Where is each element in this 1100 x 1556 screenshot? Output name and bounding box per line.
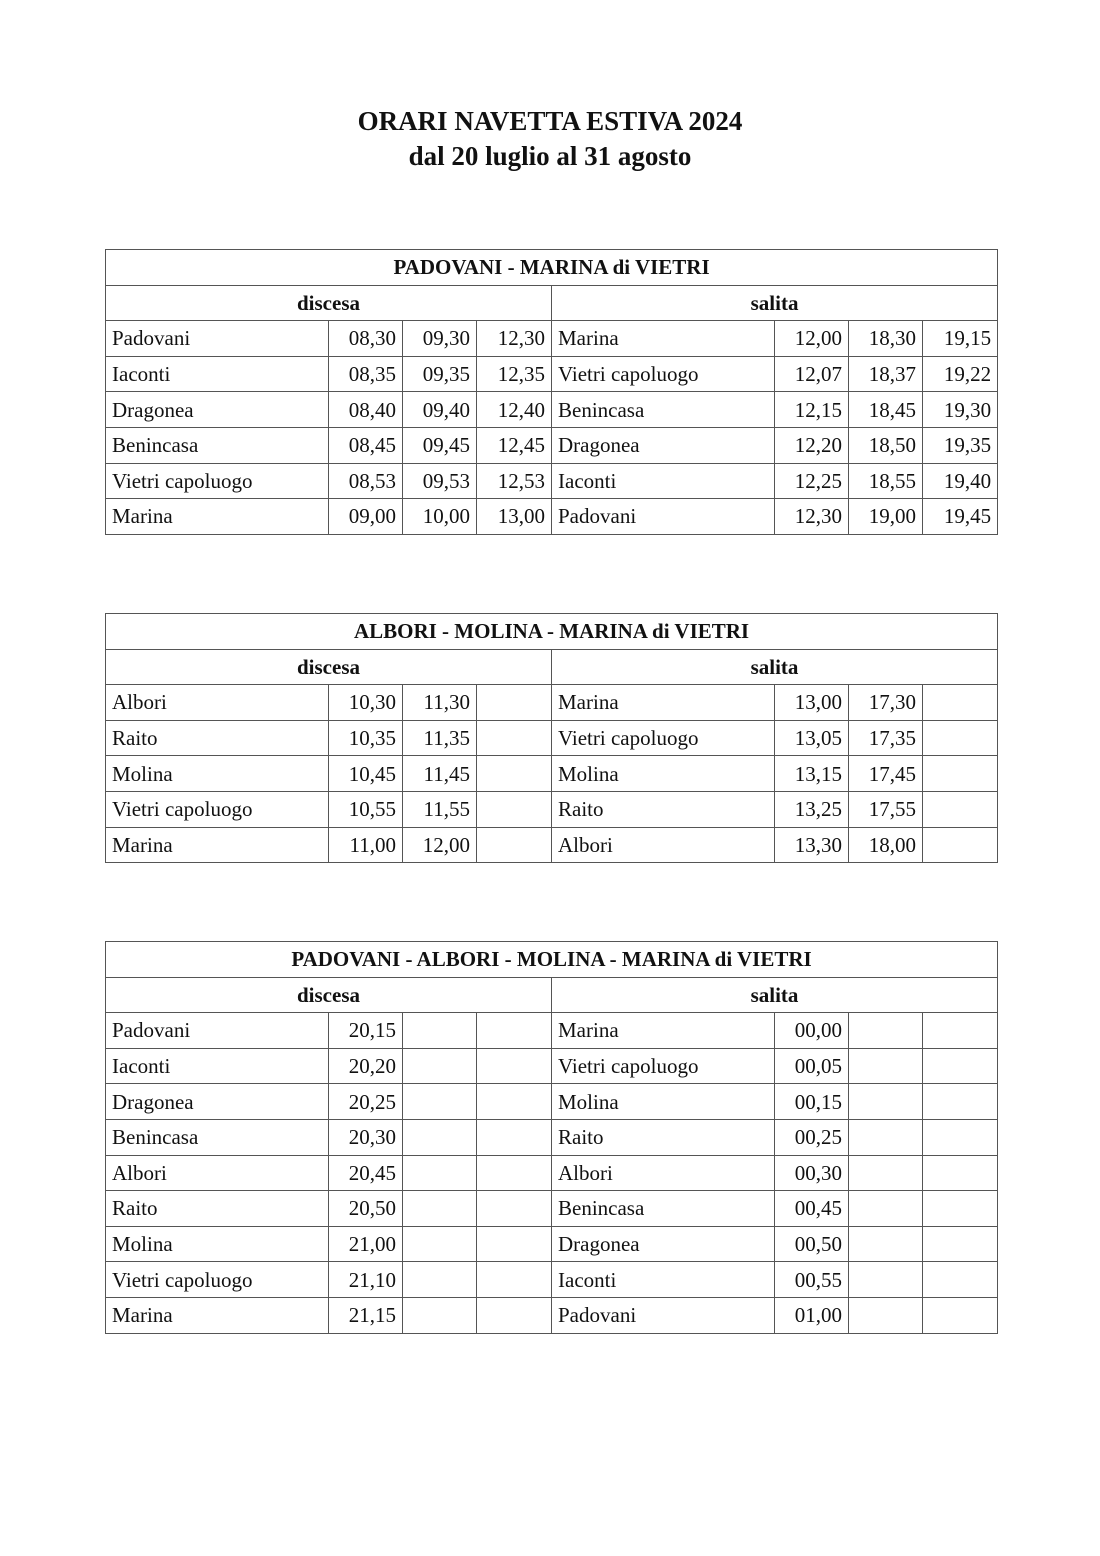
salita-departure-time: 13,15 xyxy=(775,756,849,792)
salita-departure-time xyxy=(923,720,998,756)
discesa-stop-name: Albori xyxy=(106,685,329,721)
discesa-departure-time xyxy=(477,720,552,756)
discesa-stop-name: Albori xyxy=(106,1155,329,1191)
discesa-departure-time: 20,15 xyxy=(329,1013,403,1049)
salita-departure-time: 19,35 xyxy=(923,427,998,463)
discesa-stop-name: Benincasa xyxy=(106,427,329,463)
discesa-stop-name: Vietri capoluogo xyxy=(106,463,329,499)
discesa-departure-time: 08,30 xyxy=(329,321,403,357)
table-row xyxy=(106,756,998,792)
discesa-departure-time xyxy=(403,1119,477,1155)
salita-departure-time xyxy=(849,1297,923,1333)
salita-departure-time xyxy=(923,685,998,721)
salita-departure-time: 13,25 xyxy=(775,791,849,827)
salita-departure-time: 13,05 xyxy=(775,720,849,756)
route-title-row xyxy=(106,942,998,978)
salita-stop-name: Benincasa xyxy=(552,1191,775,1227)
salita-stop-name: Vietri capoluogo xyxy=(552,720,775,756)
salita-departure-time xyxy=(923,1226,998,1262)
direction-header-row xyxy=(106,285,998,321)
salita-stop-name: Dragonea xyxy=(552,1226,775,1262)
discesa-departure-time xyxy=(477,827,552,863)
discesa-departure-time: 09,00 xyxy=(329,499,403,535)
discesa-header: discesa xyxy=(106,285,552,321)
table-row xyxy=(106,427,998,463)
discesa-departure-time xyxy=(477,1119,552,1155)
salita-departure-time: 19,30 xyxy=(923,392,998,428)
salita-departure-time: 18,50 xyxy=(849,427,923,463)
discesa-departure-time: 09,40 xyxy=(403,392,477,428)
salita-stop-name: Marina xyxy=(552,321,775,357)
salita-departure-time xyxy=(923,1191,998,1227)
table-row xyxy=(106,827,998,863)
salita-departure-time xyxy=(849,1048,923,1084)
discesa-departure-time: 21,15 xyxy=(329,1297,403,1333)
table-row xyxy=(106,1297,998,1333)
salita-stop-name: Dragonea xyxy=(552,427,775,463)
table-row xyxy=(106,392,998,428)
discesa-departure-time xyxy=(477,756,552,792)
salita-departure-time: 12,00 xyxy=(775,321,849,357)
salita-stop-name: Padovani xyxy=(552,499,775,535)
salita-header: salita xyxy=(552,977,998,1013)
table-row xyxy=(106,1155,998,1191)
salita-departure-time: 12,30 xyxy=(775,499,849,535)
discesa-departure-time: 11,35 xyxy=(403,720,477,756)
discesa-departure-time: 10,55 xyxy=(329,791,403,827)
salita-departure-time: 19,40 xyxy=(923,463,998,499)
salita-departure-time xyxy=(923,791,998,827)
salita-departure-time: 01,00 xyxy=(775,1297,849,1333)
discesa-departure-time: 12,30 xyxy=(477,321,552,357)
discesa-departure-time xyxy=(403,1013,477,1049)
table-row xyxy=(106,499,998,535)
table-row xyxy=(106,1191,998,1227)
table-row xyxy=(106,463,998,499)
table-row xyxy=(106,720,998,756)
salita-departure-time: 18,00 xyxy=(849,827,923,863)
timetable-padovani-marina xyxy=(105,249,998,535)
salita-departure-time: 19,00 xyxy=(849,499,923,535)
discesa-stop-name: Marina xyxy=(106,827,329,863)
table-row xyxy=(106,1119,998,1155)
discesa-departure-time: 08,53 xyxy=(329,463,403,499)
salita-departure-time: 13,30 xyxy=(775,827,849,863)
route-title: PADOVANI - ALBORI - MOLINA - MARINA di VIETRI xyxy=(106,942,998,978)
salita-departure-time xyxy=(849,1084,923,1120)
route-title: ALBORI - MOLINA - MARINA di VIETRI xyxy=(106,614,998,650)
salita-departure-time xyxy=(923,1084,998,1120)
discesa-departure-time: 12,53 xyxy=(477,463,552,499)
table-row xyxy=(106,356,998,392)
discesa-departure-time: 10,30 xyxy=(329,685,403,721)
salita-departure-time: 19,45 xyxy=(923,499,998,535)
salita-departure-time: 00,25 xyxy=(775,1119,849,1155)
salita-departure-time: 12,25 xyxy=(775,463,849,499)
discesa-departure-time xyxy=(403,1084,477,1120)
discesa-stop-name: Dragonea xyxy=(106,392,329,428)
salita-departure-time: 12,07 xyxy=(775,356,849,392)
discesa-departure-time: 21,10 xyxy=(329,1262,403,1298)
discesa-departure-time xyxy=(403,1155,477,1191)
route-title-row xyxy=(106,614,998,650)
discesa-stop-name: Raito xyxy=(106,1191,329,1227)
table-row xyxy=(106,685,998,721)
discesa-departure-time: 12,40 xyxy=(477,392,552,428)
discesa-stop-name: Benincasa xyxy=(106,1119,329,1155)
salita-departure-time xyxy=(923,827,998,863)
route-title-row xyxy=(106,250,998,286)
salita-stop-name: Molina xyxy=(552,1084,775,1120)
timetable-padovani-albori-molina-marina xyxy=(105,941,998,1334)
discesa-departure-time xyxy=(477,685,552,721)
salita-stop-name: Vietri capoluogo xyxy=(552,1048,775,1084)
salita-departure-time xyxy=(849,1119,923,1155)
discesa-departure-time: 09,45 xyxy=(403,427,477,463)
salita-stop-name: Padovani xyxy=(552,1297,775,1333)
table-row xyxy=(106,1013,998,1049)
title-line-1: ORARI NAVETTA ESTIVA 2024 xyxy=(357,106,743,136)
salita-departure-time: 00,55 xyxy=(775,1262,849,1298)
salita-departure-time: 19,15 xyxy=(923,321,998,357)
discesa-departure-time: 10,35 xyxy=(329,720,403,756)
discesa-departure-time xyxy=(477,1297,552,1333)
discesa-departure-time xyxy=(403,1297,477,1333)
discesa-stop-name: Iaconti xyxy=(106,356,329,392)
salita-stop-name: Marina xyxy=(552,685,775,721)
discesa-stop-name: Dragonea xyxy=(106,1084,329,1120)
discesa-departure-time xyxy=(477,1191,552,1227)
salita-departure-time: 00,50 xyxy=(775,1226,849,1262)
discesa-departure-time: 11,45 xyxy=(403,756,477,792)
discesa-departure-time: 09,35 xyxy=(403,356,477,392)
discesa-header: discesa xyxy=(106,649,552,685)
salita-departure-time: 18,55 xyxy=(849,463,923,499)
discesa-stop-name: Molina xyxy=(106,756,329,792)
salita-departure-time: 00,05 xyxy=(775,1048,849,1084)
salita-stop-name: Raito xyxy=(552,791,775,827)
salita-stop-name: Albori xyxy=(552,827,775,863)
discesa-departure-time xyxy=(477,1013,552,1049)
discesa-departure-time xyxy=(477,1262,552,1298)
discesa-departure-time: 12,45 xyxy=(477,427,552,463)
discesa-stop-name: Iaconti xyxy=(106,1048,329,1084)
salita-departure-time: 18,30 xyxy=(849,321,923,357)
timetable-albori-molina-marina xyxy=(105,613,998,863)
salita-departure-time xyxy=(923,1262,998,1298)
salita-departure-time xyxy=(923,1119,998,1155)
discesa-departure-time: 11,30 xyxy=(403,685,477,721)
salita-departure-time xyxy=(849,1155,923,1191)
discesa-departure-time xyxy=(477,1048,552,1084)
salita-stop-name: Iaconti xyxy=(552,463,775,499)
discesa-departure-time xyxy=(403,1262,477,1298)
discesa-departure-time xyxy=(477,1226,552,1262)
discesa-departure-time xyxy=(403,1226,477,1262)
discesa-stop-name: Padovani xyxy=(106,1013,329,1049)
discesa-departure-time: 20,25 xyxy=(329,1084,403,1120)
salita-departure-time: 12,20 xyxy=(775,427,849,463)
discesa-departure-time: 08,45 xyxy=(329,427,403,463)
discesa-stop-name: Molina xyxy=(106,1226,329,1262)
salita-departure-time: 18,37 xyxy=(849,356,923,392)
salita-departure-time: 17,30 xyxy=(849,685,923,721)
discesa-departure-time xyxy=(477,1155,552,1191)
table-row xyxy=(106,1262,998,1298)
salita-departure-time: 18,45 xyxy=(849,392,923,428)
salita-departure-time: 00,45 xyxy=(775,1191,849,1227)
discesa-departure-time: 08,40 xyxy=(329,392,403,428)
discesa-departure-time: 20,30 xyxy=(329,1119,403,1155)
salita-stop-name: Albori xyxy=(552,1155,775,1191)
salita-departure-time xyxy=(923,1155,998,1191)
discesa-departure-time: 09,53 xyxy=(403,463,477,499)
discesa-departure-time: 08,35 xyxy=(329,356,403,392)
salita-departure-time xyxy=(923,1297,998,1333)
route-title: PADOVANI - MARINA di VIETRI xyxy=(106,250,998,286)
discesa-departure-time xyxy=(477,1084,552,1120)
salita-departure-time xyxy=(923,756,998,792)
discesa-departure-time xyxy=(403,1191,477,1227)
document-title xyxy=(0,104,1100,174)
discesa-departure-time: 12,35 xyxy=(477,356,552,392)
salita-departure-time xyxy=(849,1013,923,1049)
salita-departure-time xyxy=(923,1048,998,1084)
salita-departure-time xyxy=(849,1226,923,1262)
salita-departure-time: 12,15 xyxy=(775,392,849,428)
salita-departure-time: 00,30 xyxy=(775,1155,849,1191)
salita-stop-name: Molina xyxy=(552,756,775,792)
discesa-departure-time: 12,00 xyxy=(403,827,477,863)
salita-header: salita xyxy=(552,285,998,321)
discesa-stop-name: Marina xyxy=(106,1297,329,1333)
salita-stop-name: Vietri capoluogo xyxy=(552,356,775,392)
salita-departure-time: 13,00 xyxy=(775,685,849,721)
salita-departure-time xyxy=(849,1191,923,1227)
table-row xyxy=(106,791,998,827)
discesa-stop-name: Marina xyxy=(106,499,329,535)
discesa-stop-name: Vietri capoluogo xyxy=(106,1262,329,1298)
salita-departure-time: 17,55 xyxy=(849,791,923,827)
salita-stop-name: Marina xyxy=(552,1013,775,1049)
table-row xyxy=(106,321,998,357)
discesa-stop-name: Vietri capoluogo xyxy=(106,791,329,827)
table-row xyxy=(106,1084,998,1120)
discesa-departure-time: 20,45 xyxy=(329,1155,403,1191)
salita-stop-name: Benincasa xyxy=(552,392,775,428)
discesa-stop-name: Padovani xyxy=(106,321,329,357)
discesa-departure-time: 20,20 xyxy=(329,1048,403,1084)
salita-departure-time xyxy=(923,1013,998,1049)
discesa-departure-time xyxy=(477,791,552,827)
discesa-departure-time: 09,30 xyxy=(403,321,477,357)
table-row xyxy=(106,1048,998,1084)
salita-departure-time: 19,22 xyxy=(923,356,998,392)
table-row xyxy=(106,1226,998,1262)
discesa-departure-time xyxy=(403,1048,477,1084)
salita-departure-time: 17,35 xyxy=(849,720,923,756)
salita-stop-name: Raito xyxy=(552,1119,775,1155)
title-line-2: dal 20 luglio al 31 agosto xyxy=(408,141,692,171)
salita-header: salita xyxy=(552,649,998,685)
discesa-stop-name: Raito xyxy=(106,720,329,756)
salita-departure-time xyxy=(849,1262,923,1298)
discesa-departure-time: 21,00 xyxy=(329,1226,403,1262)
discesa-departure-time: 10,45 xyxy=(329,756,403,792)
salita-departure-time: 00,15 xyxy=(775,1084,849,1120)
discesa-departure-time: 13,00 xyxy=(477,499,552,535)
discesa-departure-time: 20,50 xyxy=(329,1191,403,1227)
discesa-departure-time: 11,00 xyxy=(329,827,403,863)
discesa-header: discesa xyxy=(106,977,552,1013)
direction-header-row xyxy=(106,649,998,685)
discesa-departure-time: 10,00 xyxy=(403,499,477,535)
salita-stop-name: Iaconti xyxy=(552,1262,775,1298)
discesa-departure-time: 11,55 xyxy=(403,791,477,827)
salita-departure-time: 17,45 xyxy=(849,756,923,792)
salita-departure-time: 00,00 xyxy=(775,1013,849,1049)
direction-header-row xyxy=(106,977,998,1013)
